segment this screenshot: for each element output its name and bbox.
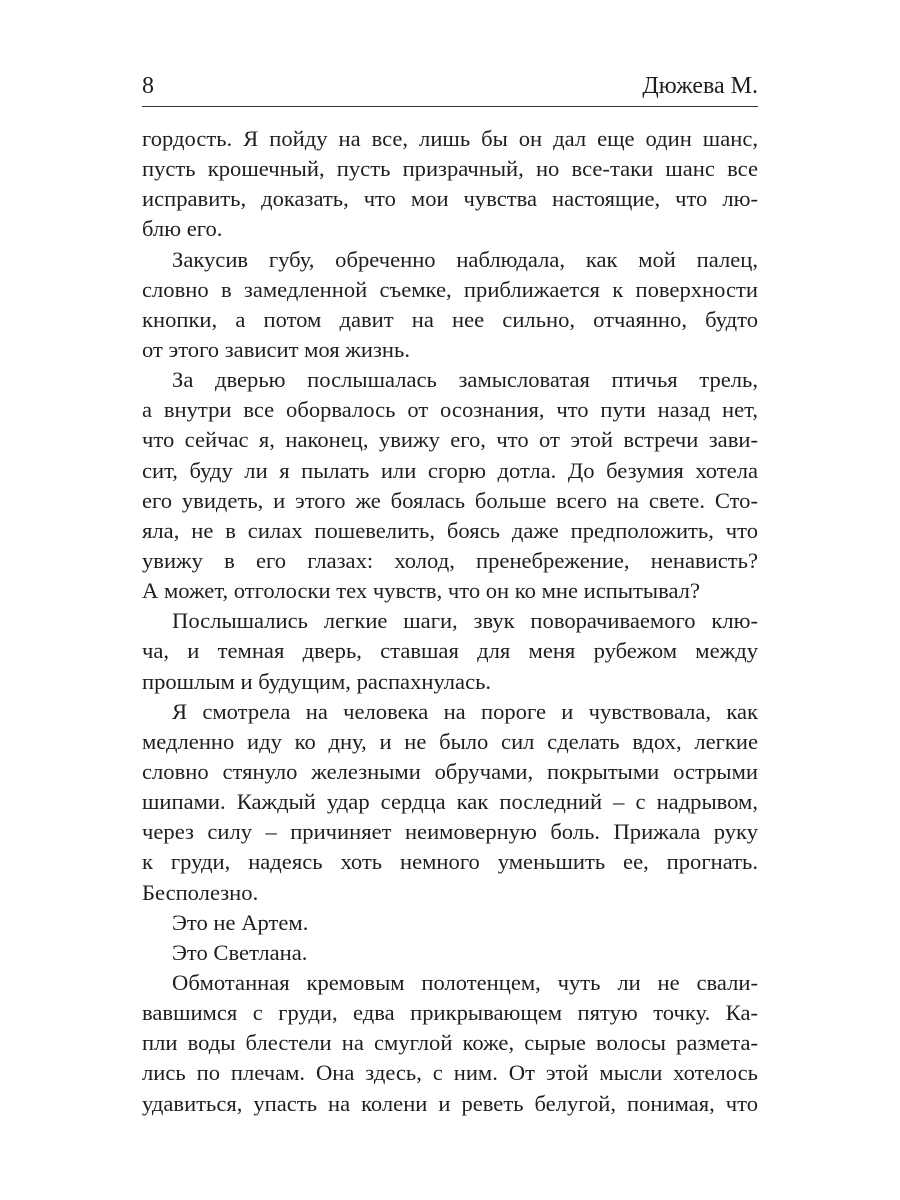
text-line: Закусив губу, обреченно наблюдала, как мой палец, (172, 246, 758, 272)
header-rule (142, 106, 758, 107)
text-line: пли воды блестели на смуглой коже, сырые волосы размета- (142, 1030, 758, 1056)
text-line: удавиться, упасть на колени и реветь белугой, понимая, что (142, 1090, 758, 1116)
text-line: его увидеть, и этого же боялась больше всего на свете. Сто- (142, 487, 758, 513)
text-line: гордость. Я пойду на все, лишь бы он дал еще один шанс, (142, 126, 758, 151)
text-line: кнопки, а потом давит на нее сильно, отчаянно, будто (142, 306, 758, 332)
text-line: лись по плечам. Она здесь, с ним. От этой мысли хотелось (142, 1060, 758, 1086)
running-head (142, 66, 758, 100)
text-line: Бесполезно. (142, 879, 259, 905)
text-line: через силу – причиняет неимоверную боль. Прижала руку (142, 819, 758, 845)
text-line: исправить, доказать, что мои чувства настоящие, что лю- (142, 186, 758, 212)
text-line: Это Светлана. (172, 939, 308, 965)
text-line: пусть крошечный, пусть призрачный, но все-таки шанс все (142, 156, 758, 182)
text-line: Послышались легкие шаги, звук поворачиваемого клю- (172, 608, 758, 634)
body-text (142, 124, 758, 1119)
text-line: словно стянуло железными обручами, покрытыми острыми (142, 758, 758, 784)
text-line: сит, буду ли я пылать или сгорю дотла. До безумия хотела (142, 457, 758, 483)
text-line: яла, не в силах пошевелить, боясь даже предположить, что (142, 517, 758, 543)
text-line: медленно иду ко дну, и не было сил сделать вдох, легкие (142, 728, 758, 754)
text-line: Обмотанная кремовым полотенцем, чуть ли не свали- (172, 969, 758, 995)
text-line: шипами. Каждый удар сердца как последний – с надрывом, (142, 789, 758, 815)
text-line: прошлым и будущим, распахнулась. (142, 668, 492, 694)
text-line: ча, и темная дверь, ставшая для меня рубежом между (142, 638, 758, 664)
text-line: к груди, надеясь хоть немного уменьшить ее, прогнать. (142, 849, 758, 875)
text-line: а внутри все оборвалось от осознания, что пути назад нет, (142, 397, 758, 423)
page-number: 8 (142, 73, 154, 99)
text-line: Это не Артем. (172, 909, 309, 935)
text-line: что сейчас я, наконец, увижу его, что от этой встречи зави- (142, 427, 758, 453)
text-line: За дверью послышалась замысловатая птичья трель, (172, 367, 758, 393)
text-line: увижу в его глазах: холод, пренебрежение, ненависть? (142, 547, 758, 573)
text-line: словно в замедленной съемке, приближается к поверхности (142, 276, 758, 302)
text-line: от этого зависит моя жизнь. (142, 336, 410, 362)
text-line: блю его. (142, 216, 223, 242)
text-line: А может, отголоски тех чувств, что он ко мне испытывал? (142, 578, 700, 604)
text-line: вавшимся с груди, едва прикрывающем пятую точку. Ка- (142, 1000, 758, 1026)
text-line: Я смотрела на человека на пороге и чувствовала, как (172, 698, 758, 724)
running-title: Дюжева М. (642, 73, 758, 99)
